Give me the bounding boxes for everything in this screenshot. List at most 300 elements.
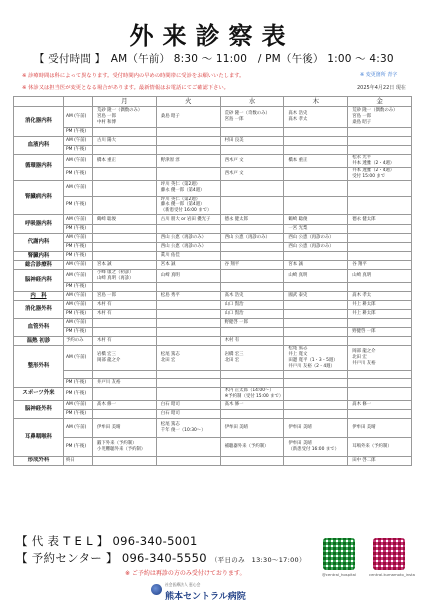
doctor-cell bbox=[220, 418, 284, 437]
session-label: PM (午後) bbox=[64, 409, 93, 418]
department-name: 血液内科 bbox=[14, 136, 64, 154]
day-header: 火 bbox=[156, 97, 220, 107]
schedule-row bbox=[14, 167, 412, 180]
doctor-name: 北田 宏 bbox=[352, 355, 367, 361]
doctor-name: 井上 寛文 bbox=[288, 352, 308, 358]
department-name: 耳鼻咽喉科 bbox=[14, 418, 64, 456]
doctor-cell bbox=[348, 252, 412, 261]
doctor-cell bbox=[156, 310, 220, 319]
doctor-cell bbox=[284, 456, 348, 465]
doctor-cell bbox=[348, 378, 412, 387]
doctor-name: 松島 秀平 bbox=[160, 293, 180, 299]
doctor-cell bbox=[284, 270, 348, 283]
doctor-name: 野健啓 一郎 bbox=[224, 320, 248, 326]
doctor-name: 宮島 一郎 bbox=[224, 116, 244, 122]
doctor-cell bbox=[156, 319, 220, 328]
doctor-name: 松尾 篤志 bbox=[160, 421, 180, 427]
doctor-cell bbox=[348, 243, 412, 252]
doctor-cell bbox=[156, 378, 220, 387]
doctor-cell bbox=[284, 215, 348, 225]
schedule-row bbox=[14, 261, 412, 270]
doctor-name: 宮島 一郎 bbox=[97, 113, 116, 119]
doctor-cell bbox=[93, 180, 157, 196]
doctor-cell bbox=[348, 225, 412, 234]
reservation-hours: （平日のみ 13:30～17:00） bbox=[210, 556, 306, 564]
doctor-cell bbox=[284, 136, 348, 145]
updated-date: 2025年4月22日 現在 bbox=[357, 85, 406, 91]
session-label: AM (午前) bbox=[64, 154, 93, 167]
doctor-cell bbox=[93, 328, 157, 337]
doctor-name: 一宮 光梨 bbox=[288, 226, 308, 232]
doctor-cell bbox=[93, 292, 157, 301]
doctor-cell bbox=[284, 387, 348, 400]
doctor-name: 荒砂 隆一（奇数のみ） bbox=[224, 110, 270, 116]
doctor-cell bbox=[348, 167, 412, 180]
doctor-cell bbox=[156, 400, 220, 409]
doctor-cell bbox=[348, 283, 412, 292]
doctor-cell bbox=[93, 106, 157, 127]
doctor-name: 宮本 誠 bbox=[288, 262, 303, 268]
doctor-cell bbox=[220, 127, 284, 136]
doctor-cell bbox=[284, 409, 348, 418]
doctor-cell bbox=[156, 180, 220, 196]
doctor-cell bbox=[156, 106, 220, 127]
doctor-cell bbox=[348, 301, 412, 310]
doctor-name: 藤永 優一郎（第4週） bbox=[160, 202, 205, 208]
schedule-row bbox=[14, 234, 412, 243]
session-label: PM (午後) bbox=[64, 145, 93, 154]
notice-changes: ※ 休診又は担当医が変更となる場合があります。最新情報はお電話にてご確認下さい。 bbox=[22, 85, 229, 91]
day-header: 金 bbox=[348, 97, 412, 107]
doctor-name: 井上 耕太郎 bbox=[352, 302, 376, 308]
doctor-cell bbox=[93, 167, 157, 180]
main-phone-number[interactable]: 096-340-5001 bbox=[112, 534, 198, 548]
doctor-name: 白石 昭司 bbox=[160, 410, 180, 416]
doctor-name: 木内 正太郎（14:00～） bbox=[224, 387, 274, 393]
doctor-cell bbox=[93, 215, 157, 225]
doctor-cell bbox=[93, 196, 157, 215]
doctor-cell bbox=[348, 387, 412, 400]
doctor-cell bbox=[348, 337, 412, 346]
doctor-name: 髙木 修一 bbox=[97, 401, 116, 407]
session-label: AM (午前) bbox=[64, 346, 93, 371]
doctor-cell bbox=[156, 387, 220, 400]
doctor-cell bbox=[284, 319, 348, 328]
doctor-name: 北田 宏 bbox=[224, 358, 240, 364]
doctor-cell bbox=[156, 283, 220, 292]
doctor-cell bbox=[93, 437, 157, 456]
doctor-name: 谷 翔平 bbox=[224, 262, 240, 268]
session-label: AM (午前) bbox=[64, 234, 93, 243]
doctor-name: （新患受付 16:00 まで） bbox=[160, 208, 212, 214]
session-label: AM (午前) bbox=[64, 261, 93, 270]
doctor-cell bbox=[348, 370, 412, 378]
doctor-cell bbox=[348, 180, 412, 196]
schedule-row bbox=[14, 370, 412, 378]
department-name: 腎臓内科 bbox=[14, 252, 64, 261]
doctor-cell bbox=[156, 225, 220, 234]
main-phone bbox=[16, 533, 198, 549]
doctor-name: 村田 良美 bbox=[224, 137, 244, 143]
department-name: 代謝内科 bbox=[14, 234, 64, 252]
doctor-cell bbox=[348, 418, 412, 437]
session-label: PM (午後) bbox=[64, 196, 93, 215]
doctor-name: 坪川 英仁（第2週） bbox=[160, 182, 201, 188]
doctor-cell bbox=[348, 106, 412, 127]
doctor-name: 井本 透雅（2・4週） bbox=[352, 160, 395, 166]
schedule-row bbox=[14, 328, 412, 337]
doctor-cell bbox=[220, 252, 284, 261]
session-label: AM (午前) bbox=[64, 136, 93, 145]
schedule-row bbox=[14, 346, 412, 371]
doctor-cell bbox=[284, 261, 348, 270]
day-header: 月 bbox=[93, 97, 157, 107]
doctor-name: 山崎 真明 bbox=[288, 273, 308, 279]
schedule-row bbox=[14, 252, 412, 261]
doctor-cell bbox=[348, 346, 412, 371]
session-label: PM (午後) bbox=[64, 328, 93, 337]
doctor-cell bbox=[93, 370, 157, 378]
doctor-name: 井上 耕太郎 bbox=[352, 311, 376, 317]
doctor-cell bbox=[348, 234, 412, 243]
doctor-name: 西山 公恵（再診のみ） bbox=[160, 235, 207, 241]
qr1-label: @central_hospital bbox=[322, 572, 356, 577]
doctor-name: 松尾 篤志 bbox=[288, 346, 308, 352]
doctor-cell bbox=[93, 409, 157, 418]
doctor-cell bbox=[156, 370, 220, 378]
doctor-cell bbox=[93, 243, 157, 252]
doctor-cell bbox=[348, 409, 412, 418]
session-label: PM (午後) bbox=[64, 243, 93, 252]
doctor-cell bbox=[348, 196, 412, 215]
doctor-cell bbox=[284, 225, 348, 234]
doctor-cell bbox=[156, 301, 220, 310]
doctor-cell bbox=[220, 456, 284, 465]
schedule-row bbox=[14, 136, 412, 145]
department-name: 温熱 初診 bbox=[14, 337, 64, 346]
session-label: AM (午前) bbox=[64, 418, 93, 437]
doctor-name: 耳鳴外来（予約制） bbox=[352, 443, 392, 449]
doctor-cell bbox=[284, 234, 348, 243]
doctor-name: 桑島 昭子 bbox=[160, 113, 180, 119]
session-label: PM (午後) bbox=[64, 437, 93, 456]
schedule-row bbox=[14, 400, 412, 409]
doctor-name: 宮島 一郎 bbox=[97, 293, 116, 299]
doctor-name: 眞川 佑佳 bbox=[160, 253, 180, 259]
doctor-name: 國武 泰史 bbox=[288, 293, 308, 299]
session-label: PM (午後) bbox=[64, 310, 93, 319]
doctor-name: 木村 有 bbox=[224, 338, 240, 344]
doctor-name: 髙木 修一 bbox=[224, 401, 244, 407]
doctor-cell bbox=[156, 215, 220, 225]
doctor-name: 西山 公恵（再診のみ） bbox=[288, 235, 334, 241]
doctor-cell bbox=[220, 270, 284, 283]
schedule-row bbox=[14, 283, 412, 292]
doctor-cell bbox=[93, 301, 157, 310]
doctor-cell bbox=[220, 145, 284, 154]
doctor-name: 松尾 篤志 bbox=[160, 352, 180, 358]
session-label: PM (午後) bbox=[64, 378, 93, 387]
session-label: AM (午前) bbox=[64, 106, 93, 127]
doctor-name: 西木戸 文 bbox=[224, 170, 244, 176]
reception-hours: 【 受付時間 】 AM（午前） 8:30 ～ 11:00 / PM（午後） 1:00 ～ 4:30 bbox=[34, 53, 394, 65]
doctor-name: 井戸川 友裕 bbox=[97, 379, 121, 385]
doctor-name: 山崎 真明（再診） bbox=[97, 276, 134, 282]
doctor-cell bbox=[220, 400, 284, 409]
doctor-name: 藤永 優一郎（第4週） bbox=[160, 188, 205, 194]
department-name: 内 科 bbox=[14, 292, 64, 301]
doctor-cell bbox=[284, 310, 348, 319]
doctor-cell bbox=[284, 378, 348, 387]
doctor-cell bbox=[220, 387, 284, 400]
doctor-name: 中村 和博 bbox=[97, 119, 116, 125]
doctor-cell bbox=[93, 225, 157, 234]
department-name: 形成外科 bbox=[14, 456, 64, 465]
doctor-cell bbox=[220, 409, 284, 418]
qr2-label: central.kumamoto_insta bbox=[369, 572, 415, 577]
day-header: 木 bbox=[284, 97, 348, 107]
doctor-name: 宮本 誠 bbox=[160, 262, 176, 268]
doctor-cell bbox=[93, 400, 157, 409]
doctor-cell bbox=[348, 456, 412, 465]
header-blank bbox=[14, 97, 64, 107]
doctor-name: 山口 賢治 bbox=[224, 311, 244, 317]
department-name: 消化器外科 bbox=[14, 301, 64, 319]
doctor-name: 岡部 龍之介 bbox=[352, 349, 376, 355]
doctor-name: 松永 光平 bbox=[352, 154, 372, 160]
doctor-name: 木村 有 bbox=[97, 302, 112, 308]
reservation-note: ※ ご予約は再診の方のみ受付けております。 bbox=[125, 570, 246, 577]
doctor-cell bbox=[220, 243, 284, 252]
schedule-row bbox=[14, 292, 412, 301]
doctor-name: 鶴崎 聡俊 bbox=[288, 216, 308, 222]
doctor-name: 坪川 英仁（第2週） bbox=[160, 196, 201, 202]
session-label: PM (午後) bbox=[64, 387, 93, 400]
doctor-name: 木村 有 bbox=[97, 338, 112, 344]
doctor-cell bbox=[220, 136, 284, 145]
doctor-cell bbox=[284, 154, 348, 167]
doctor-name: 鶴崎 聡俊 bbox=[97, 216, 116, 222]
doctor-name: 西山 公恵（再診のみ） bbox=[160, 244, 207, 250]
doctor-cell bbox=[348, 154, 412, 167]
schedule-row bbox=[14, 319, 412, 328]
doctor-name: 伊牟田 美晴 bbox=[352, 424, 376, 430]
doctor-name: 田邊 寛平（1・3・5週） bbox=[288, 358, 338, 364]
doctor-cell bbox=[156, 261, 220, 270]
doctor-cell bbox=[93, 145, 157, 154]
doctor-cell bbox=[220, 370, 284, 378]
hospital-name-text: 熊本セントラル病院 bbox=[165, 592, 246, 600]
doctor-name: 岡部 龍之介 bbox=[97, 358, 121, 364]
session-label: PM (午後) bbox=[64, 252, 93, 261]
doctor-cell bbox=[93, 418, 157, 437]
department-name: 血管外科 bbox=[14, 319, 64, 337]
schedule-row bbox=[14, 243, 412, 252]
doctor-name: 白石 昭司 bbox=[160, 401, 180, 407]
doctor-cell bbox=[93, 283, 157, 292]
doctor-name: 山口 賢治 bbox=[224, 302, 244, 308]
schedule-row bbox=[14, 180, 412, 196]
schedule-row bbox=[14, 456, 412, 465]
schedule-row bbox=[14, 301, 412, 310]
schedule-row bbox=[14, 437, 412, 456]
reservation-label: 【 予約センター 】 bbox=[16, 551, 118, 565]
doctor-cell bbox=[284, 301, 348, 310]
doctor-cell bbox=[220, 215, 284, 225]
schedule-row bbox=[14, 145, 412, 154]
doctor-cell bbox=[220, 234, 284, 243]
doctor-name: 鍛下外来（予約制） bbox=[97, 440, 137, 446]
doctor-name: 小児難聴外来（予約制） bbox=[97, 446, 146, 452]
doctor-name: 田中 啓二郎 bbox=[352, 457, 376, 463]
doctor-cell bbox=[348, 437, 412, 456]
session-label: AM (午前) bbox=[64, 215, 93, 225]
session-label: AM (午前) bbox=[64, 270, 93, 283]
doctor-cell bbox=[284, 337, 348, 346]
doctor-cell bbox=[93, 234, 157, 243]
schedule-row bbox=[14, 154, 412, 167]
doctor-cell bbox=[348, 270, 412, 283]
doctor-cell bbox=[220, 283, 284, 292]
doctor-name: 西木戸 文 bbox=[224, 157, 244, 163]
doctor-name: 橋本 重正 bbox=[97, 157, 116, 163]
doctor-cell bbox=[156, 145, 220, 154]
doctor-cell bbox=[220, 196, 284, 215]
doctor-cell bbox=[93, 310, 157, 319]
doctor-cell bbox=[220, 225, 284, 234]
doctor-name: 橋本 重正 bbox=[288, 157, 308, 163]
doctor-cell bbox=[348, 400, 412, 409]
reservation-number[interactable]: 096-340-5550 bbox=[121, 551, 207, 565]
doctor-cell bbox=[284, 243, 348, 252]
session-label: 予約のみ bbox=[64, 337, 93, 346]
session-label: AM (午前) bbox=[64, 319, 93, 328]
doctor-cell bbox=[156, 234, 220, 243]
session-label: PM (午後) bbox=[64, 283, 93, 292]
doctor-name: ※予約制（受付 15:00 まで） bbox=[224, 393, 284, 399]
doctor-cell bbox=[284, 145, 348, 154]
doctor-cell bbox=[348, 145, 412, 154]
day-header: 水 bbox=[220, 97, 284, 107]
schedule-row bbox=[14, 387, 412, 400]
doctor-cell bbox=[220, 337, 284, 346]
doctor-cell bbox=[284, 418, 348, 437]
doctor-cell bbox=[284, 437, 348, 456]
schedule-row bbox=[14, 310, 412, 319]
doctor-cell bbox=[220, 167, 284, 180]
department-name: 総合診療科 bbox=[14, 261, 64, 270]
doctor-cell bbox=[284, 400, 348, 409]
doctor-cell bbox=[156, 252, 220, 261]
line-qr-code-icon[interactable] bbox=[323, 538, 355, 570]
doctor-cell bbox=[93, 456, 157, 465]
doctor-cell bbox=[348, 328, 412, 337]
doctor-name: 野津原 淳 bbox=[160, 157, 180, 163]
doctor-cell bbox=[220, 310, 284, 319]
doctor-name: 山崎 真明 bbox=[160, 273, 180, 279]
doctor-cell bbox=[93, 136, 157, 145]
department-name: 呼吸器内科 bbox=[14, 215, 64, 234]
doctor-cell bbox=[284, 370, 348, 378]
doctor-cell bbox=[284, 328, 348, 337]
doctor-name: 古川 陽大 bbox=[97, 137, 116, 143]
doctor-cell bbox=[348, 127, 412, 136]
hospital-name bbox=[165, 582, 246, 600]
doctor-cell bbox=[156, 456, 220, 465]
doctor-cell bbox=[348, 261, 412, 270]
schedule-row bbox=[14, 270, 412, 283]
doctor-cell bbox=[93, 337, 157, 346]
doctor-cell bbox=[93, 261, 157, 270]
doctor-name: 伊牟田 美晴 bbox=[288, 440, 312, 446]
doctor-name: 井戸川 友裕 bbox=[352, 361, 376, 367]
doctor-cell bbox=[284, 167, 348, 180]
doctor-cell bbox=[284, 127, 348, 136]
schedule-row bbox=[14, 106, 412, 127]
department-name: 整形外科 bbox=[14, 346, 64, 388]
department-name: 消化器内科 bbox=[14, 106, 64, 136]
doctor-name: 德永 健太郎 bbox=[224, 216, 248, 222]
session-label: PM (午後) bbox=[64, 167, 93, 180]
day-header-row bbox=[14, 97, 412, 107]
doctor-cell bbox=[156, 328, 220, 337]
doctor-cell bbox=[93, 378, 157, 387]
doctor-name: 井本 透雅（2・4週） bbox=[352, 167, 395, 173]
doctor-name: 荒砂 隆一（偶数のみ） bbox=[352, 107, 398, 113]
doctor-cell bbox=[348, 319, 412, 328]
doctor-cell bbox=[156, 292, 220, 301]
session-label: AM (午前) bbox=[64, 292, 93, 301]
doctor-name: 髙木 孝太 bbox=[288, 116, 308, 122]
notice-hours: ※ 診療時間は科によって異なります。受付時間内の早めの時間帯に受診をお願いいたします。 bbox=[22, 73, 245, 79]
doctor-cell bbox=[348, 215, 412, 225]
doctor-name: 伊牟田 美晴 bbox=[224, 424, 248, 430]
doctor-cell bbox=[348, 136, 412, 145]
doctor-cell bbox=[220, 346, 284, 371]
doctor-cell bbox=[156, 243, 220, 252]
doctor-cell bbox=[220, 180, 284, 196]
doctor-cell bbox=[348, 310, 412, 319]
schedule-row bbox=[14, 215, 412, 225]
doctor-name: 西山 公恵（再診のみ） bbox=[288, 244, 334, 250]
schedule-row bbox=[14, 196, 412, 215]
doctor-cell bbox=[284, 283, 348, 292]
doctor-name: 井戸川 友裕（2・4週） bbox=[288, 364, 335, 370]
doctor-cell bbox=[156, 418, 220, 437]
session-label: PM (午後) bbox=[64, 127, 93, 136]
doctor-cell bbox=[93, 387, 157, 400]
doctor-cell bbox=[220, 301, 284, 310]
doctor-cell bbox=[93, 270, 157, 283]
doctor-name: 山崎 真明 bbox=[352, 273, 372, 279]
doctor-cell bbox=[220, 261, 284, 270]
schedule-row bbox=[14, 409, 412, 418]
doctor-cell bbox=[284, 106, 348, 127]
doctor-cell bbox=[156, 437, 220, 456]
doctor-cell bbox=[156, 136, 220, 145]
doctor-cell bbox=[220, 154, 284, 167]
schedule-row bbox=[14, 127, 412, 136]
doctor-cell bbox=[93, 319, 157, 328]
doctor-name: 桑島 昭子 bbox=[352, 119, 372, 125]
doctor-cell bbox=[156, 337, 220, 346]
doctor-cell bbox=[220, 378, 284, 387]
instagram-qr-code-icon[interactable] bbox=[373, 538, 405, 570]
department-name: 腎臓病内科 bbox=[14, 180, 64, 215]
doctor-name: 古川 朋大 or 岩田 優光子 bbox=[160, 216, 211, 222]
doctor-name: 宮島 一郎 bbox=[352, 113, 372, 119]
doctor-name: 千年 俊一（10:30～） bbox=[160, 427, 206, 433]
